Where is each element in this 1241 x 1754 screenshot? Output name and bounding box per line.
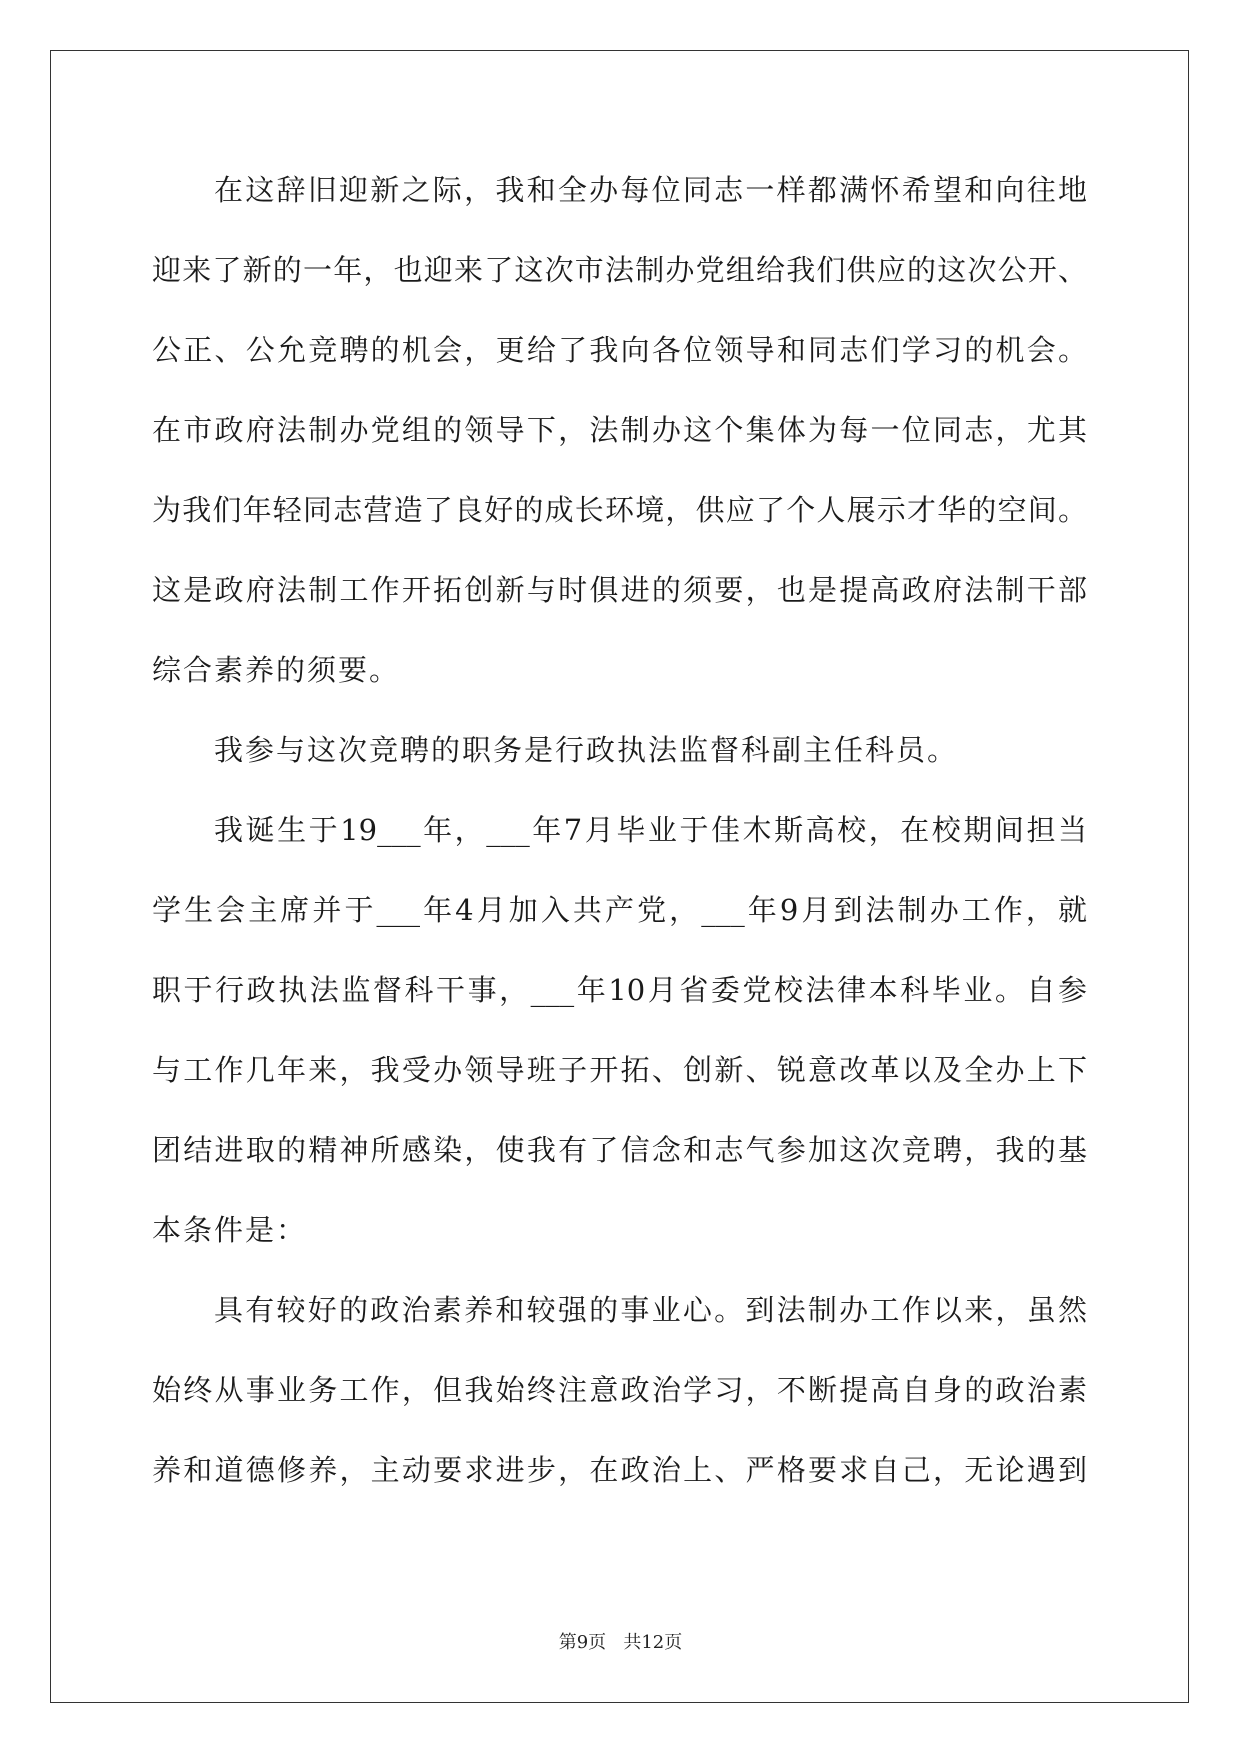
text-line-3: 公正、公允竞聘的机会，更给了我向各位领导和同志们学习的机会。: [152, 333, 1087, 367]
text-line-2: 迎来了新的一年，也迎来了这次市法制办党组给我们供应的这次公开、: [152, 253, 1087, 287]
page-number-label: 第9页 共12页: [558, 1632, 683, 1653]
page-footer: [0, 1628, 1241, 1654]
text-line-17: 养和道德修养，主动要求进步，在政治上、严格要求自己，无论遇到: [152, 1453, 1087, 1487]
text-line-5: 为我们年轻同志营造了良好的成长环境，供应了个人展示才华的空间。: [152, 493, 1087, 527]
text-line-11: 职于行政执法监督科干事，___年10月省委党校法律本科毕业。自参: [152, 973, 1087, 1007]
text-line-9: 我诞生于19___年，___年7月毕业于佳木斯高校，在校期间担当: [214, 813, 1087, 847]
text-line-1: 在这辞旧迎新之际，我和全办每位同志一样都满怀希望和向往地: [214, 173, 1087, 207]
text-line-13: 团结进取的精神所感染，使我有了信念和志气参加这次竞聘，我的基: [152, 1133, 1087, 1167]
text-line-15: 具有较好的政治素养和较强的事业心。到法制办工作以来，虽然: [214, 1293, 1087, 1327]
text-line-4: 在市政府法制办党组的领导下，法制办这个集体为每一位同志，尤其: [152, 413, 1087, 447]
document-body: [152, 158, 1087, 1518]
text-line-14: 本条件是：: [152, 1213, 308, 1247]
text-line-12: 与工作几年来，我受办领导班子开拓、创新、锐意改革以及全办上下: [152, 1053, 1087, 1087]
text-line-7: 综合素养的须要。: [152, 653, 401, 687]
text-line-8: 我参与这次竞聘的职务是行政执法监督科副主任科员。: [214, 733, 959, 767]
text-line-6: 这是政府法制工作开拓创新与时俱进的须要，也是提高政府法制干部: [152, 573, 1087, 607]
text-line-16: 始终从事业务工作，但我始终注意政治学习，不断提高自身的政治素: [152, 1373, 1087, 1407]
text-line-10: 学生会主席并于___年4月加入共产党，___年9月到法制办工作，就: [152, 893, 1087, 927]
